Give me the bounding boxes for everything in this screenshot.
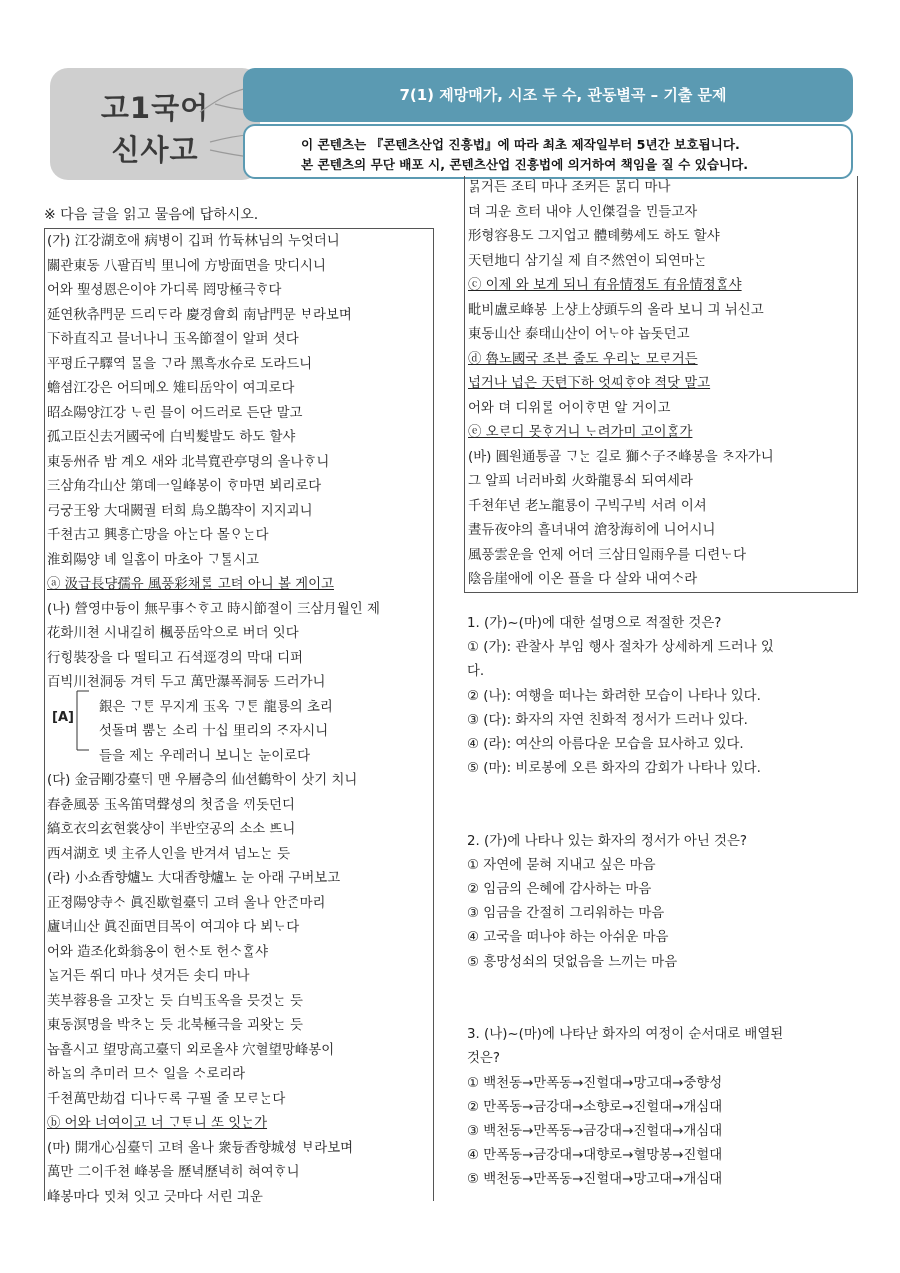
passage-line: 西셔湖호 녯 主쥬人인을 반겨셔 넘노ᄂᆞᆫ 듯: [47, 846, 291, 862]
passage-line-bracket: 銀은 ᄀᆞᄐᆞᆫ 무지게 玉옥 ᄀᆞᄐᆞᆫ 龍룡의 초리: [99, 699, 333, 715]
spacer: [467, 975, 862, 999]
answer-choice[interactable]: ① (가): 관찰사 부임 행사 절차가 상세하게 드러나 있: [467, 640, 774, 656]
passage-line: 萬만 二이千쳔 峰봉을 歷녁歷녁히 혀여ᄒᆞ니: [47, 1165, 300, 1180]
passage-line: 春츈風풍 玉옥笛뎍聲셩의 첫ᄌᆞᆷ을 ᄭᆡ돗던디: [47, 797, 295, 813]
notice-line-1: 이 콘텐츠는 『콘텐츠산업 진흥법』에 따라 최초 제작일부터 5년간 보호됩니다.: [301, 137, 740, 152]
passage-line: 關관東동 八팔百빅 里니에 方방面면을 맛디시니: [47, 258, 326, 274]
passage-line: 縞호衣의玄현裳샹이 半반空공의 소소 ᄠᅳ니: [47, 822, 296, 837]
instruction: ※ 다음 글을 읽고 물음에 답하시오.: [44, 207, 259, 223]
passage-line: 平평丘구驛역 ᄆᆞᆯ을 ᄀᆞ라 黑흑水슈로 도라드니: [47, 356, 313, 372]
passage-line: 風풍雲운을 언제 어더 三삼日일雨우를 디련ᄂᆞ다: [468, 547, 747, 563]
passage-line: 千쳔年년 老노龍룡이 구빅구빅 서려 이셔: [468, 498, 707, 514]
spacer: [467, 806, 862, 830]
answer-choice[interactable]: ② (나): 여행을 떠나는 화려한 모습이 나타나 있다.: [467, 688, 761, 704]
passage-line: 놉흘시고 望망高고臺ᄃᆡ 외로올샤 穴혈望망峰봉이: [47, 1042, 335, 1058]
answer-choice[interactable]: ③ 임금을 간절히 그리워하는 마음: [467, 906, 665, 922]
logo-publisher: 신사고: [111, 133, 199, 167]
passage-line: 蟾셤江강은 어듸메오 雉티岳악이 여긔로다: [47, 381, 295, 396]
spacer: [467, 999, 862, 1023]
passage-line: 延연秋츄門문 드리ᄃᆞ라 慶경會회 南남門문 ᄇᆞ라보며: [47, 307, 352, 323]
answer-choice[interactable]: ① 자연에 묻혀 지내고 싶은 마음: [467, 857, 656, 873]
passage-line: 어와 造조化화翁옹이 헌ᄉᆞ토 헌ᄉᆞᄒᆞᆯ샤: [47, 944, 269, 960]
passage-line: 毗비盧로峰봉 上샹上샹頭두의 올라 보니 긔 뉘신고: [468, 302, 764, 318]
spacer: [467, 781, 862, 805]
answer-choice[interactable]: ④ 만폭동→금강대→대향로→혈망봉→진헐대: [467, 1148, 723, 1164]
passage-line: (바) 圓원通통골 ᄀᆞᄂᆞᆫ 길로 獅ᄉᆞ子ᄌᆞ峰봉을 ᄎᆞ자가니: [468, 449, 774, 465]
copyright-notice: [243, 124, 853, 179]
passage-line: (가) 江강湖호애 病병이 깁퍼 竹듁林님의 누엇더니: [47, 234, 340, 249]
passage-line: 峰봉마다 ᄆᆡᆺ쳐 잇고 긋마다 서린 긔운: [47, 1189, 263, 1205]
passage-line: ᄂᆞᆯ거든 ᄯᅱ디 마나 셧거든 솟디 마나: [47, 969, 250, 984]
passage-line: 弓궁王왕 大대闕궐 터희 烏오鵲쟉이 지지괴니: [47, 503, 313, 519]
answer-choice[interactable]: ③ (다): 화자의 자연 친화적 정서가 드러나 있다.: [467, 712, 748, 728]
passage-line: 東동山산 泰태山산이 어ᄂᆞ야 놉돗던고: [468, 327, 690, 342]
passage-line: 東동州쥬 밤 계오 새와 北븍寬관亭뎡의 올나ᄒᆞ니: [47, 454, 330, 470]
passage-line: (라) 小쇼香향爐노 大대香향爐노 눈 아래 구버보고: [47, 871, 341, 886]
passage-line-d: ⓓ 魯노國국 조븐 줄도 우리ᄂᆞᆫ 모ᄅᆞ거든: [468, 351, 698, 367]
passage-line: 形형容용도 그지업고 體톄勢셰도 하도 할샤: [468, 229, 720, 244]
passage-line: 그 알픠 너러바회 火화龍룡쇠 되여세라: [468, 474, 693, 489]
answer-choice[interactable]: ② 만폭동→금강대→소향로→진헐대→개심대: [467, 1099, 723, 1115]
passage-line: 뎌 긔운 흐터 내야 人인傑걸을 ᄆᆡᆫ들고자: [468, 204, 698, 220]
passage-line: 어와 聖셩恩은이야 가디록 罔망極극ᄒᆞ다: [47, 283, 282, 298]
passage-line: ᄆᆞᆰ거든 조티 마나 조커든 ᄆᆞᆰ디 마나: [468, 180, 671, 195]
passage-line: 天텬地디 삼기실 제 自ᄌᆞ然연이 되연마ᄂᆞᆫ: [468, 253, 707, 269]
answer-choice[interactable]: ③ 백천동→만폭동→금강대→진헐대→개심대: [467, 1123, 723, 1139]
answer-choice[interactable]: ④ 고국을 떠나야 하는 아쉬운 마음: [467, 930, 669, 946]
passage-line: 千쳔萬만劫겁 디나ᄃᆞ록 구필 줄 모ᄅᆞᄂᆞᆫ다: [47, 1091, 286, 1107]
logo-grade: 고1국어: [100, 91, 210, 125]
passage-line: 芙부蓉용을 고잣ᄂᆞᆫ 듯 白빅玉옥을 믓것ᄂᆞᆫ 듯: [47, 993, 303, 1009]
answer-choice[interactable]: ⑤ 흥망성쇠의 덧없음을 느끼는 마음: [467, 954, 678, 970]
questions: [467, 612, 862, 1193]
passage-line: 花화川쳔 시내길히 楓풍岳악으로 버더 잇다: [47, 626, 299, 641]
answer-choice[interactable]: ⑤ (마): 비로봉에 오른 화자의 감회가 나타나 있다.: [467, 761, 761, 777]
passage-line: (나) 營영中듕이 無무事ᄉᆞᄒᆞ고 時시節졀이 三삼月월인 제: [47, 601, 380, 617]
passage-line: 晝듀夜야의 흘녀내여 滄창海히에 니어시니: [468, 523, 716, 538]
document-title: 7(1) 제망매가, 시조 두 수, 관동별곡 – 기출 문제: [243, 68, 853, 122]
passage-line-c: ⓒ 이제 와 보게 되니 有유情졍도 有유情졍ᄒᆞᆯ샤: [468, 278, 742, 293]
answer-choice[interactable]: ⑤ 백천동→만폭동→진헐대→망고대→개심대: [467, 1172, 723, 1188]
passage-line: 百빅川쳔洞동 겨ᄐᆡ 두고 萬만瀑폭洞동 드러가니: [47, 675, 326, 690]
passage-line-b: ⓑ 어와 너여이고 너 ᄀᆞᄐᆞ니 ᄯᅩ 잇ᄂᆞᆫ가: [47, 1116, 268, 1131]
passage-line: 하ᄂᆞᆯ의 추미러 므ᄉᆞ 일을 ᄉᆞ로리라: [47, 1067, 246, 1082]
passage-line: (마) 開개心심臺ᄃᆡ 고텨 올나 衆듕香향城셩 ᄇᆞ라보며: [47, 1140, 354, 1156]
passage-line: 東동溟명을 박ᄎᆞᄂᆞᆫ 듯 北북極극을 괴왓ᄂᆞᆫ 듯: [47, 1018, 303, 1033]
passage-line: 千쳔古고 興흥亡망을 아ᄂᆞᆫ다 몰ᄋᆞᄂᆞᆫ다: [47, 528, 269, 543]
notice-line-2: 본 콘텐츠의 무단 배포 시, 콘텐츠산업 진흥법에 의거하여 책임을 질 수 있습니다.: [301, 157, 749, 172]
passage-line: 孤고臣신去거國국에 白빅髮발도 하도 할샤: [47, 430, 296, 445]
passage-line-bracket: 섯돌며 뿜ᄂᆞᆫ 소리 十십 里리의 ᄌᆞ자시니: [99, 724, 329, 739]
passage-line-a: ⓐ 汲급長댱孺유 風풍彩채ᄅᆞᆯ 고텨 아니 볼 게이고: [47, 577, 334, 592]
passage-line: 下하直직고 믈너나니 玉옥節졀이 알퍼 셧다: [47, 332, 299, 347]
passage-line-e: ⓔ 오ᄅᆞ디 못ᄒᆞ거니 ᄂᆞ려가미 고이ᄒᆞᆯ가: [468, 425, 693, 440]
passage-right: [468, 176, 856, 593]
passage-line-d2: 넙거나 넙은 天텬下하 엇ᄯᅵᄒᆞ야 젹닷 말고: [468, 376, 711, 391]
question-3-stem: 3. (나)~(마)에 나타난 화자의 여정이 순서대로 배열된: [467, 1027, 784, 1043]
passage-line: 昭쇼陽양江강 ᄂᆞ린 믈이 어드러로 든단 말고: [47, 405, 303, 421]
bracket-a-label: [A]: [52, 710, 74, 725]
passage-line: 淮회陽양 녜 일홈이 마초아 ᄀᆞᄐᆞᆯ시고: [47, 552, 259, 568]
answer-choice[interactable]: ④ (라): 여산의 아름다운 모습을 묘사하고 있다.: [467, 736, 744, 752]
passage-line: 三삼角각山산 第뎨一일峰봉이 ᄒᆞ마면 뵈리로다: [47, 479, 322, 494]
passage-line: 行힝裝장을 다 떨티고 石셕逕경의 막대 디퍼: [47, 650, 303, 666]
question-3-stem-cont: 것은?: [467, 1051, 500, 1067]
answer-choice-cont: 다.: [467, 664, 485, 680]
passage-line-bracket: 들을 제ᄂᆞᆫ 우레러니 보니ᄂᆞᆫ 눈이로다: [99, 748, 311, 764]
passage-line: 正졍陽양寺ᄉᆞ 眞진歇헐臺ᄃᆡ 고텨 올나 안ᄌᆞᆫ마리: [47, 895, 326, 911]
question-1-stem: 1. (가)~(마)에 대한 설명으로 적절한 것은?: [467, 616, 722, 631]
passage-line: (다) 金금剛강臺ᄃᆡ 맨 우層층의 仙션鶴학이 삿기 치니: [47, 773, 358, 788]
answer-choice[interactable]: ① 백천동→만폭동→진헐대→망고대→중향성: [467, 1075, 723, 1091]
question-2-stem: 2. (가)에 나타나 있는 화자의 정서가 아닌 것은?: [467, 833, 748, 849]
passage-line: 陰음崖애에 이온 플을 다 살와 내여ᄉᆞ라: [468, 572, 698, 587]
passage-line: 어와 뎌 디위ᄅᆞᆯ 어이ᄒᆞ면 알 거이고: [468, 400, 671, 416]
passage-line: 廬녀山산 眞진面면目목이 여긔야 다 뵈ᄂᆞ다: [47, 920, 300, 935]
answer-choice[interactable]: ② 임금의 은혜에 감사하는 마음: [467, 882, 652, 898]
